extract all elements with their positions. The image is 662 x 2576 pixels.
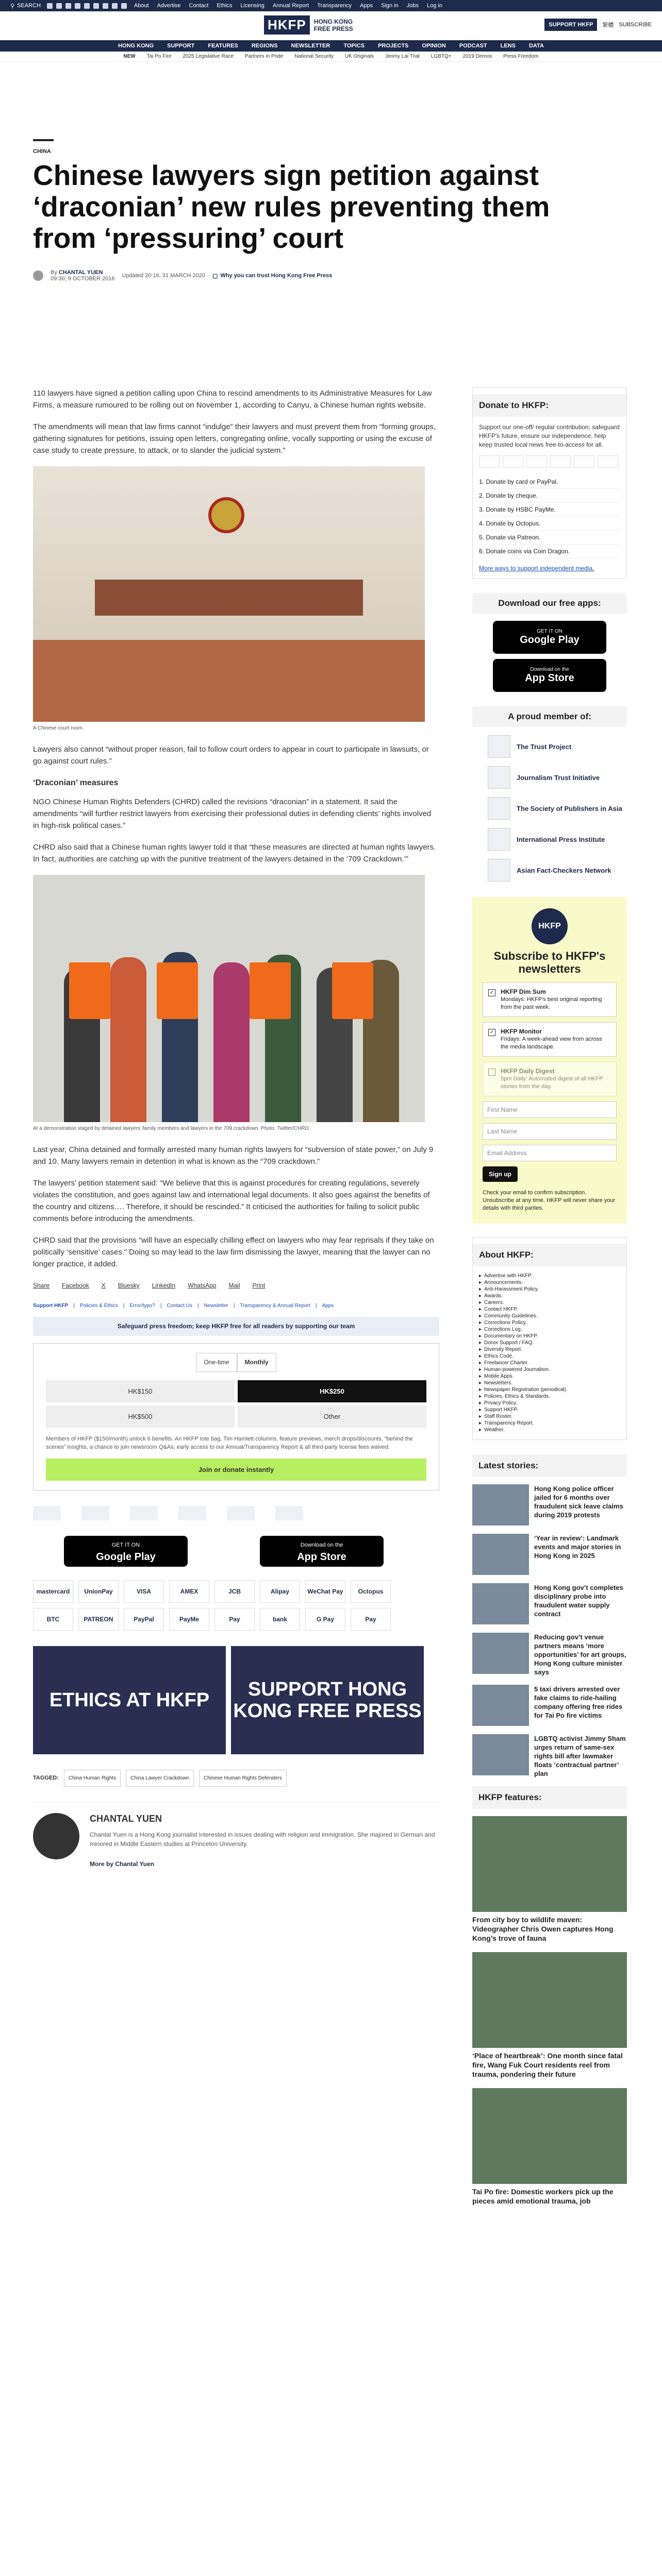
donate-widget xyxy=(33,1343,439,1490)
trending-link[interactable]: LGBTQ+ xyxy=(431,54,452,59)
about-link[interactable]: ▸ Awards. xyxy=(479,1293,620,1299)
main-nav xyxy=(0,40,662,52)
top-link-advertise[interactable]: Advertise xyxy=(157,3,181,9)
last-name-input[interactable]: Last Name xyxy=(483,1123,617,1140)
x-icon[interactable] xyxy=(47,3,53,9)
amount-option[interactable]: HK$150 xyxy=(46,1380,235,1402)
youtube-icon[interactable] xyxy=(84,3,90,9)
card-logos xyxy=(479,455,620,468)
story-thumbnail xyxy=(472,1734,529,1775)
story-thumbnail xyxy=(472,1685,529,1726)
latest-story[interactable] xyxy=(472,1734,627,1778)
member-org[interactable]: The Society of Publishers in Asia xyxy=(488,797,627,820)
pay-logo: Pay xyxy=(214,1608,255,1631)
author-avatar xyxy=(33,270,43,281)
about-link[interactable]: ▸ Anti-Harassment Policy. xyxy=(479,1286,620,1293)
feature-story[interactable] xyxy=(472,1816,627,1943)
share-print[interactable]: Print xyxy=(252,1282,266,1289)
top-link-ethics[interactable]: Ethics xyxy=(217,3,233,9)
donate-method[interactable]: 3. Donate by HSBC PayMe. xyxy=(479,503,620,517)
amount-option[interactable]: HK$500 xyxy=(46,1405,235,1428)
story-thumbnail xyxy=(472,1484,529,1526)
google-play-button[interactable]: GET IT ON Google Play xyxy=(493,621,606,654)
amount-option-selected[interactable]: HK$250 xyxy=(238,1380,426,1402)
about-list xyxy=(479,1273,620,1433)
unionpay-logo: UnionPay xyxy=(78,1580,119,1603)
jcb-logo: JCB xyxy=(214,1580,255,1603)
search-button[interactable]: ⚲ SEARCH xyxy=(10,3,41,9)
site-header xyxy=(0,11,662,40)
paragraph: CHRD also said that a Chinese human rights lawyer told it that “these measures are directed at human rights lawyers. In fact, authorities are catching up with the punitive treatment of the lawyers detained in the ‘709 Crackdown.’” xyxy=(33,843,436,863)
latest-story[interactable] xyxy=(472,1633,627,1676)
card-logo xyxy=(479,455,500,468)
feature-story[interactable] xyxy=(472,1952,627,2079)
instagram-icon[interactable] xyxy=(65,3,71,9)
trust-project-icon: ▢ xyxy=(212,273,218,279)
story-thumbnail xyxy=(472,1583,529,1624)
story-headline[interactable]: 5 taxi drivers arrested over fake claims to ride-hailing company offering free rides for Tai Po fire victims xyxy=(534,1685,623,1719)
nav-hong-kong[interactable]: HONG KONG xyxy=(118,43,154,49)
donate-method[interactable]: 6. Donate coins via Coin Dragon. xyxy=(479,545,620,558)
member-org[interactable]: Journalism Trust Initiative xyxy=(488,766,627,789)
donate-method[interactable]: 5. Donate via Patreon. xyxy=(479,531,620,545)
feature-thumbnail xyxy=(472,2088,627,2184)
newsletter-option[interactable]: ✓ HKFP Monitor Fridays: A week-ahead view from across the media landscape. xyxy=(483,1022,617,1057)
about-link[interactable]: ▸ Newspaper Registration (periodical). xyxy=(479,1386,620,1393)
top-bar xyxy=(0,0,662,11)
about-link[interactable]: ▸ Community Guidelines. xyxy=(479,1313,620,1319)
newsletter-box xyxy=(472,897,627,1224)
court-room-image xyxy=(33,466,425,722)
about-link[interactable]: ▸ Weather. xyxy=(479,1427,620,1433)
paragraph: Last year, China detained and formally arrested many human rights lawyers for “subversion of state power,” on July 9 and 10. Many lawyers remain in detention in what is known as the “709 crackdown.” xyxy=(33,1145,434,1166)
visa-logo: VISA xyxy=(124,1580,164,1603)
paypal-logo: PayPal xyxy=(124,1608,164,1631)
story-headline[interactable]: Hong Kong police officer jailed for 6 months over fraudulent sick leave claims during 2019 protests xyxy=(534,1485,623,1519)
member-badges-row xyxy=(33,1506,439,1520)
telegram-icon[interactable] xyxy=(103,3,108,9)
share-linkedin[interactable]: LinkedIn xyxy=(152,1282,176,1289)
feature-thumbnail xyxy=(472,1816,627,1912)
checkbox-icon[interactable]: ✓ xyxy=(488,1029,495,1036)
newsletter-fine-print: Check your email to confirm subscription. Unsubscribe at any time. HKFP will never share your details with third parties. xyxy=(483,1190,616,1211)
nav-opinion[interactable]: OPINION xyxy=(422,43,446,49)
monthly-option[interactable]: Monthly xyxy=(237,1353,276,1372)
frequency-toggle xyxy=(46,1353,426,1372)
sopa-logo xyxy=(130,1506,158,1520)
nav-support[interactable]: SUPPORT xyxy=(167,43,195,49)
publish-date: 09:30, 9 OCTOBER 2016 xyxy=(51,276,115,282)
about-link[interactable]: ▸ Contact HKFP. xyxy=(479,1306,620,1313)
top-link-annual-report[interactable]: Annual Report xyxy=(272,3,309,9)
org-logo xyxy=(488,735,510,758)
about-link[interactable]: ▸ Advertise with HKFP. xyxy=(479,1273,620,1279)
policy-link[interactable]: Policies & Ethics xyxy=(79,1303,118,1309)
nav-projects[interactable]: PROJECTS xyxy=(378,43,409,49)
language-switch[interactable]: 繁體 xyxy=(602,22,614,28)
social-icons xyxy=(47,3,127,9)
nav-regions[interactable]: REGIONS xyxy=(251,43,278,49)
about-box xyxy=(472,1237,627,1440)
subscribe-link[interactable]: SUBSCRIBE xyxy=(619,22,652,28)
share-bluesky[interactable]: Bluesky xyxy=(118,1282,140,1289)
policy-links: Support HKFP | Policies & Ethics | Error/typo? | Contact Us | Newsletter | Transparency & Annual Report | Apps xyxy=(33,1300,439,1312)
paragraph: The lawyers’ petition statement said: “We believe that this is against procedures for creating regulations, severely violates the constitution, and goes against law and international legal documents. It also goes against the benefits of the country and citizens…. Therefore, it should be rescinded.” It criticised the authorities for failing to solicit public comments before introducing the amendments. xyxy=(33,1179,430,1223)
signup-button[interactable]: Sign up xyxy=(483,1166,518,1182)
jti-logo xyxy=(81,1506,109,1520)
alipay-logo: Alipay xyxy=(260,1580,300,1603)
about-link[interactable]: ▸ Documentary on HKFP. xyxy=(479,1333,620,1340)
first-name-input[interactable]: First Name xyxy=(483,1101,617,1118)
nav-data[interactable]: DATA xyxy=(528,43,544,49)
about-link[interactable]: ▸ Newsletters. xyxy=(479,1380,620,1386)
latest-story[interactable] xyxy=(472,1583,627,1624)
donate-method[interactable]: 4. Donate by Octopus. xyxy=(479,517,620,531)
sidebar-heading: HKFP features: xyxy=(472,1786,627,1809)
trust-link[interactable]: ▢ Why you can trust Hong Kong Free Press xyxy=(212,273,333,279)
about-link[interactable]: ▸ Careers. xyxy=(479,1299,620,1306)
tag-link[interactable]: Chinese Human Rights Defenders xyxy=(199,1770,287,1787)
amex-logo: AMEX xyxy=(169,1580,209,1603)
about-link[interactable]: ▸ Staff Roster. xyxy=(479,1413,620,1420)
author-link[interactable]: CHANTAL YUEN xyxy=(58,269,103,276)
about-link[interactable]: ▸ Ethics Code. xyxy=(479,1353,620,1360)
share-x[interactable]: X xyxy=(101,1282,106,1289)
top-link-about[interactable]: About xyxy=(134,3,149,9)
ethics-banner[interactable]: ETHICS AT HKFP xyxy=(33,1646,226,1754)
feature-headline[interactable]: Tai Po fire: Domestic workers pick up the pieces amid emotional trauma, job xyxy=(472,2188,614,2205)
article-header xyxy=(33,139,631,282)
donate-method[interactable]: 1. Donate by card or PayPal. xyxy=(479,475,620,489)
share-mail[interactable]: Mail xyxy=(228,1282,240,1289)
top-link-jobs[interactable]: Jobs xyxy=(406,3,419,9)
google-play-button[interactable]: GET IT ON Google Play xyxy=(64,1536,188,1567)
author-bio: Chantal Yuen is a Hong Kong journalist interested in issues dealing with religion and immigration. She majored in German and minored in Middle Eastern studies at Princeton University. xyxy=(90,1831,435,1848)
trending-link[interactable]: UK Originals xyxy=(344,54,374,59)
search-icon: ⚲ xyxy=(10,3,15,9)
story-thumbnail xyxy=(472,1633,529,1674)
story-headline[interactable]: Reducing gov’t venue partners means ‘more opportunities’ for art groups, Hong Kong culture minister says xyxy=(534,1633,626,1676)
share-facebook[interactable]: Facebook xyxy=(62,1282,89,1289)
image-caption: A Chinese court room. xyxy=(33,725,84,731)
paragraph: Lawyers also cannot “without proper reason, fail to follow court orders to appear in court to participate in lawsuits, or go against court rules.” xyxy=(33,745,429,766)
sidebar-heading: About HKFP: xyxy=(473,1244,626,1266)
section-heading: ‘Draconian’ measures xyxy=(33,778,119,787)
donate-intro: Support our one-off/ regular contribution; safeguard HKFP's future, ensure our independence, help keep trusted local news free-to-access for all. xyxy=(479,423,620,448)
nav-features[interactable]: FEATURES xyxy=(208,43,238,49)
org-logo xyxy=(488,797,510,820)
paragraph: NGO Chinese Human Rights Defenders (CHRD) called the revisions “draconian” in a statement. It said the amendments “will further restrict lawyers from exercising their professional duties in defending clients’ rights involved in high-risk political cases.” xyxy=(33,798,432,830)
donate-methods xyxy=(479,475,620,558)
about-link[interactable]: ▸ Mobile Apps. xyxy=(479,1373,620,1380)
about-link[interactable]: ▸ Corrections Log. xyxy=(479,1326,620,1333)
article-category[interactable]: CHINA xyxy=(33,148,51,155)
bitcoin-logo: BTC xyxy=(33,1608,73,1631)
org-logo xyxy=(488,766,510,789)
top-links xyxy=(134,3,442,9)
hkfp-badge: HKFP xyxy=(532,908,568,944)
latest-story[interactable] xyxy=(472,1534,627,1575)
about-link[interactable]: ▸ Announcements. xyxy=(479,1279,620,1286)
latest-stories xyxy=(472,1454,627,1778)
wechat-pay-logo: WeChat Pay xyxy=(305,1580,345,1603)
updated-date: Updated 20:16, 31 MARCH 2020 xyxy=(122,273,205,279)
linkedin-icon[interactable] xyxy=(93,3,99,9)
top-link-transparency[interactable]: Transparency xyxy=(317,3,352,9)
afcn-logo xyxy=(227,1506,255,1520)
app-store-button[interactable]: Download on the App Store xyxy=(493,659,606,692)
paragraph: The amendments will mean that law firms cannot “indulge” their lawyers and must prevent them from “forming groups, gathering signatures for petitions, issuing open letters, congregating online, vocally supporting or using the excuse of case study to create pressure, to attack, or to slander the judicial system.” xyxy=(33,422,436,455)
story-headline[interactable]: LGBTQ activist Jimmy Sham urges return of same-sex rights bill after lawmaker floats ‘contractual partner’ plan xyxy=(534,1735,626,1777)
story-headline[interactable]: Hong Kong gov’t completes disciplinary probe into fraudulent water supply contract xyxy=(534,1584,623,1618)
top-link-log-in[interactable]: Log in xyxy=(427,3,443,9)
image-caption: At a demonstration staged by detained lawyers’ family members and lawyers in the 709 crackdown. Photo: Twitter/CHRD. xyxy=(33,1126,310,1131)
nav-podcast[interactable]: PODCAST xyxy=(459,43,487,49)
promo-banners xyxy=(33,1646,439,1754)
trending-link[interactable]: Partners in Pride xyxy=(244,54,284,59)
kicker-rule xyxy=(33,139,54,141)
author-name[interactable]: CHANTAL YUEN xyxy=(90,1814,162,1824)
hkfp-logo xyxy=(275,1506,303,1520)
about-link[interactable]: ▸ Diversity Report. xyxy=(479,1346,620,1353)
join-donate-button[interactable]: Join or donate instantly xyxy=(46,1459,426,1481)
amount-option-other[interactable]: Other xyxy=(238,1405,426,1428)
story-thumbnail xyxy=(472,1534,529,1575)
sidebar-heading: A proud member of: xyxy=(472,706,627,727)
facebook-icon[interactable] xyxy=(56,3,62,9)
one-time-option[interactable]: One-time xyxy=(196,1353,237,1372)
amount-grid xyxy=(46,1380,426,1428)
google-pay-logo: G Pay xyxy=(305,1608,345,1631)
payme-logo: PayMe xyxy=(169,1608,209,1631)
checkbox-icon[interactable] xyxy=(488,1069,495,1076)
feature-story[interactable] xyxy=(472,2088,627,2206)
more-by-author-link[interactable]: More by Chantal Yuen xyxy=(90,1860,155,1868)
card-logo xyxy=(598,455,618,468)
policy-link[interactable]: Transparency & Annual Report xyxy=(240,1303,310,1309)
patreon-logo: PATREON xyxy=(78,1608,119,1631)
tag-link[interactable]: China Human Rights xyxy=(64,1770,121,1787)
ipi-logo xyxy=(178,1506,206,1520)
whatsapp-icon[interactable] xyxy=(112,3,118,9)
top-link-contact[interactable]: Contact xyxy=(189,3,209,9)
feature-headline[interactable]: From city boy to wildlife maven: Videographer Chris Owen captures Hong Kong’s trove of fauna xyxy=(472,1916,614,1942)
tags-row: TAGGED: China Human Rights China Lawyer Crackdown Chinese Human Rights Defenders xyxy=(33,1770,439,1787)
about-link[interactable]: ▸ Corrections Policy. xyxy=(479,1319,620,1326)
tag-link[interactable]: China Lawyer Crackdown xyxy=(126,1770,194,1787)
author-photo xyxy=(33,1813,79,1859)
feature-headline[interactable]: ‘Place of heartbreak’: One month since fatal fire, Wang Fuk Court residents reel from trauma, pondering their future xyxy=(472,2052,623,2078)
share-whatsapp[interactable]: WhatsApp xyxy=(188,1282,217,1289)
story-headline[interactable]: ‘Year in review’: Landmark events and major stories in Hong Kong in 2025 xyxy=(534,1534,621,1560)
checkbox-icon[interactable]: ✓ xyxy=(488,989,495,996)
sidebar xyxy=(472,387,627,2215)
trending-link[interactable]: Jimmy Lai Trial xyxy=(385,54,420,59)
byline: By CHANTAL YUEN 09:30, 9 OCTOBER 2016 Updated 20:16, 31 MARCH 2020 ▢ Why you can trust Hong Kong Free Press xyxy=(33,269,631,282)
top-link-licensing[interactable]: Licensing xyxy=(240,3,264,9)
paragraph: 110 lawyers have signed a petition calling upon China to rescind amendments to its Administrative Measures for Law Firms, a measure rumoured to be rolling out on November 1, according to Canyu, a Chinese human rights website. xyxy=(33,389,432,410)
latest-story[interactable] xyxy=(472,1484,627,1526)
about-link[interactable]: ▸ Support HKFP. xyxy=(479,1406,620,1413)
features-list xyxy=(472,1786,627,2206)
org-logo xyxy=(488,828,510,851)
member-org[interactable]: The Trust Project xyxy=(488,735,627,758)
share-bar xyxy=(33,1280,439,1292)
newsletter-option[interactable]: ✓ HKFP Dim Sum Mondays: HKFP's best original reporting from the past week. xyxy=(483,982,617,1017)
about-link[interactable]: ▸ Human-powered Journalism. xyxy=(479,1366,620,1373)
emblem xyxy=(208,497,244,533)
support-banner[interactable]: SUPPORT HONG KONG FREE PRESS xyxy=(231,1646,424,1754)
policy-link[interactable]: Newsletter xyxy=(204,1303,228,1309)
card-logo xyxy=(526,455,547,468)
article-body xyxy=(33,387,439,1870)
threads-icon[interactable] xyxy=(75,3,80,9)
sidebar-heading: Latest stories: xyxy=(472,1454,627,1477)
nav-lens[interactable]: LENS xyxy=(500,43,516,49)
article-title: Chinese lawyers sign petition against ‘draconian’ new rules preventing them from ‘pressuring’ court xyxy=(33,159,550,254)
about-link[interactable]: ▸ Policies, Ethics & Standards. xyxy=(479,1393,620,1400)
trending-link[interactable]: Tai Po Fire xyxy=(146,54,172,59)
sidebar-heading: Donate to HKFP: xyxy=(473,394,626,417)
policy-link[interactable]: Error/typo? xyxy=(129,1303,155,1309)
feature-thumbnail xyxy=(472,1952,627,2048)
trending-link[interactable]: Press Freedom xyxy=(503,54,539,59)
about-link[interactable]: ▸ Donor Support / FAQ. xyxy=(479,1340,620,1346)
policy-link[interactable]: Contact Us xyxy=(167,1303,193,1309)
share-button[interactable]: Share xyxy=(33,1282,50,1289)
site-logo[interactable]: HKFP HONG KONG FREE PRESS xyxy=(264,15,353,35)
more-ways-link[interactable]: More ways to support independent media. xyxy=(479,565,594,572)
apple-pay-logo: Pay xyxy=(351,1608,391,1631)
email-input[interactable]: Email Address xyxy=(483,1145,617,1161)
top-link-sign-in[interactable]: Sign in xyxy=(381,3,399,9)
trending-bar xyxy=(0,52,662,62)
nav-topics[interactable]: TOPICS xyxy=(343,43,365,49)
card-logo xyxy=(503,455,523,468)
newsletter-option[interactable]: HKFP Daily Digest 5pm Daily: Automated digest of all HKFP stories from the day. xyxy=(483,1062,617,1096)
payment-logos xyxy=(33,1580,439,1631)
paragraph: CHRD said that the provisions “will have an especially chilling effect on lawyers who may fear reprisals if they take on politically ‘sensitive’ cases.” Doing so may lead to the law firm dismissing the lawyer, meaning that the lawyer can no longer practice, it added. xyxy=(33,1236,434,1268)
nav-newsletter[interactable]: NEWSLETTER xyxy=(291,43,330,49)
sidebar-heading: Download our free apps: xyxy=(472,593,627,614)
mastercard-logo: mastercard xyxy=(33,1580,73,1603)
about-link[interactable]: ▸ Freelancer Charter. xyxy=(479,1360,620,1366)
card-logo xyxy=(550,455,571,468)
safeguard-banner[interactable]: Safeguard press freedom; keep HKFP free for all readers by supporting our team xyxy=(33,1317,439,1336)
latest-story[interactable] xyxy=(472,1685,627,1726)
member-org[interactable]: Asian Fact-Checkers Network xyxy=(488,859,627,882)
author-box xyxy=(33,1802,439,1870)
donate-sidebar xyxy=(472,387,627,579)
rss-icon[interactable] xyxy=(121,3,127,9)
trending-link[interactable]: National Security xyxy=(294,54,334,59)
app-store-button[interactable]: Download on the App Store xyxy=(260,1536,384,1567)
org-logo xyxy=(488,859,510,882)
policy-link[interactable]: Apps xyxy=(322,1303,334,1309)
newsletter-title: Subscribe to HKFP's newsletters xyxy=(493,950,606,975)
trending-link[interactable]: 2025 Legislative Race xyxy=(183,54,234,59)
trending-link[interactable]: 2019 Demos xyxy=(462,54,492,59)
new-badge: NEW xyxy=(123,54,136,59)
about-link[interactable]: ▸ Transparency Report. xyxy=(479,1420,620,1427)
policy-link[interactable]: Support HKFP xyxy=(33,1303,69,1309)
demonstration-photo xyxy=(33,875,425,1122)
bank-logo: bank xyxy=(260,1608,300,1631)
support-hkfp-button[interactable]: SUPPORT HKFP xyxy=(544,19,597,31)
membership-benefits: Members of HKFP ($150/month) unlock 6 benefits. An HKFP tote bag, Tim Hamlett columns, feature previews, merch drops/discounts, “behind the scenes” insights, a chance to join newsroom Q&As, early access to our Annual/Transparency Report & all third-party license fees waived. xyxy=(46,1436,413,1450)
top-link-apps[interactable]: Apps xyxy=(360,3,373,9)
app-store-buttons xyxy=(33,1536,439,1567)
about-link[interactable]: ▸ Privacy Policy. xyxy=(479,1400,620,1406)
donate-method[interactable]: 2. Donate by cheque. xyxy=(479,489,620,503)
trust-project-logo xyxy=(33,1506,61,1520)
member-org[interactable]: International Press Institute xyxy=(488,828,627,851)
octopus-logo: Octopus xyxy=(351,1580,391,1603)
card-logo xyxy=(574,455,594,468)
